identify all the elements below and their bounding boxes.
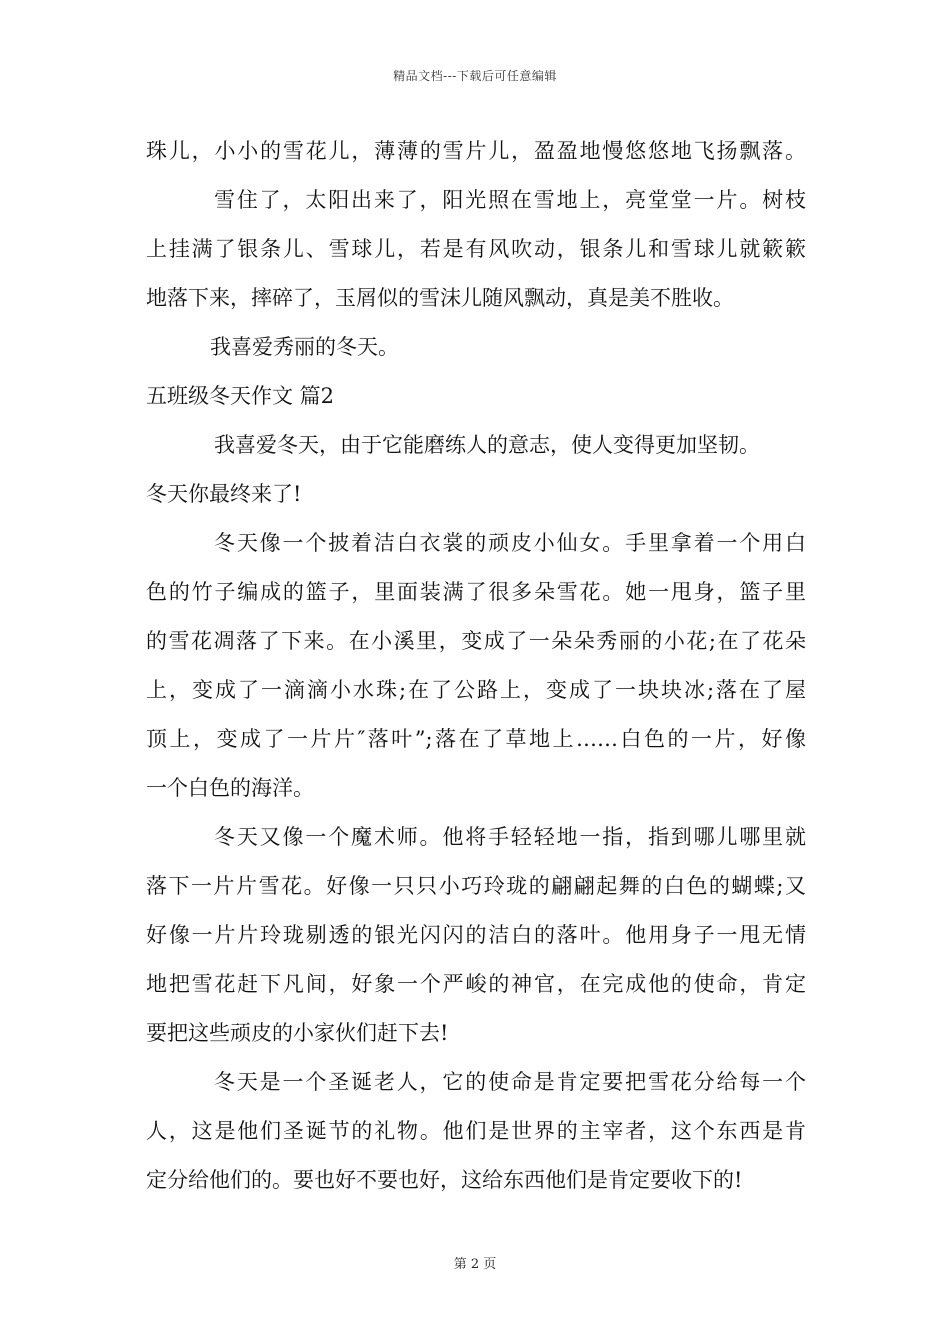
text-line: 要把这些顽皮的小家伙们赶下去! — [146, 1021, 449, 1045]
text-line: 地落下来，摔碎了，玉屑似的雪沫儿随风飘动，真是美不胜收。 — [146, 286, 734, 310]
text-line: 落下一片片雪花。好像一只只小巧玲珑的翩翩起舞的白色的蝴蝶;又 — [146, 874, 806, 898]
text-line: 好像一片片玲珑剔透的银光闪闪的洁白的落叶。他用身子一甩无情 — [146, 923, 806, 947]
text-line: 上挂满了银条儿、雪球儿，若是有风吹动，银条儿和雪球儿就簌簌 — [146, 237, 806, 261]
section-heading: 五班级冬天作文 篇2 — [146, 384, 335, 408]
document-body — [146, 127, 806, 1205]
paragraph-first-line: 冬天又像一个魔术师。他将手轻轻地一指，指到哪儿哪里就 — [214, 825, 806, 849]
page-number: 第 2 页 — [453, 1257, 497, 1272]
text-line: 一个白色的海洋。 — [146, 776, 314, 800]
text-line: 色的竹子编成的篮子，里面装满了很多朵雪花。她一甩身，篮子里 — [146, 580, 806, 604]
text-line: 上，变成了一滴滴小水珠;在了公路上，变成了一块块冰;落在了屋 — [146, 678, 806, 702]
text-line: 地把雪花赶下凡间，好象一个严峻的神官，在完成他的使命，肯定 — [146, 972, 806, 996]
text-line: 定分给他们的。要也好不要也好，这给东西他们是肯定要收下的! — [146, 1168, 743, 1192]
paragraph-first-line: 我喜爱秀丽的冬天。 — [210, 335, 399, 359]
paragraph-first-line: 雪住了，太阳出来了，阳光照在雪地上，亮堂堂一片。树枝 — [214, 188, 806, 212]
text-line: 的雪花凋落了下来。在小溪里，变成了一朵朵秀丽的小花;在了花朵 — [146, 629, 806, 653]
paragraph-first-line: 我喜爱冬天，由于它能磨练人的意志，使人变得更加坚韧。 — [214, 433, 760, 457]
text-line: 人，这是他们圣诞节的礼物。他们是世界的主宰者，这个东西是肯 — [146, 1119, 806, 1143]
paragraph-first-line: 冬天是一个圣诞老人，它的使命是肯定要把雪花分给每一个 — [214, 1070, 806, 1094]
text-line: 冬天你最终来了! — [146, 482, 302, 506]
text-line: 顶上，变成了一片片″落叶”;落在了草地上……白色的一片，好像 — [146, 727, 806, 751]
page-header: 精品文档---下载后可任意编辑 — [393, 69, 557, 83]
text-line: 珠儿，小小的雪花儿，薄薄的雪片儿，盈盈地慢悠悠地飞扬飘落。 — [146, 139, 806, 163]
paragraph-first-line: 冬天像一个披着洁白衣裳的顽皮小仙女。手里拿着一个用白 — [214, 531, 806, 555]
